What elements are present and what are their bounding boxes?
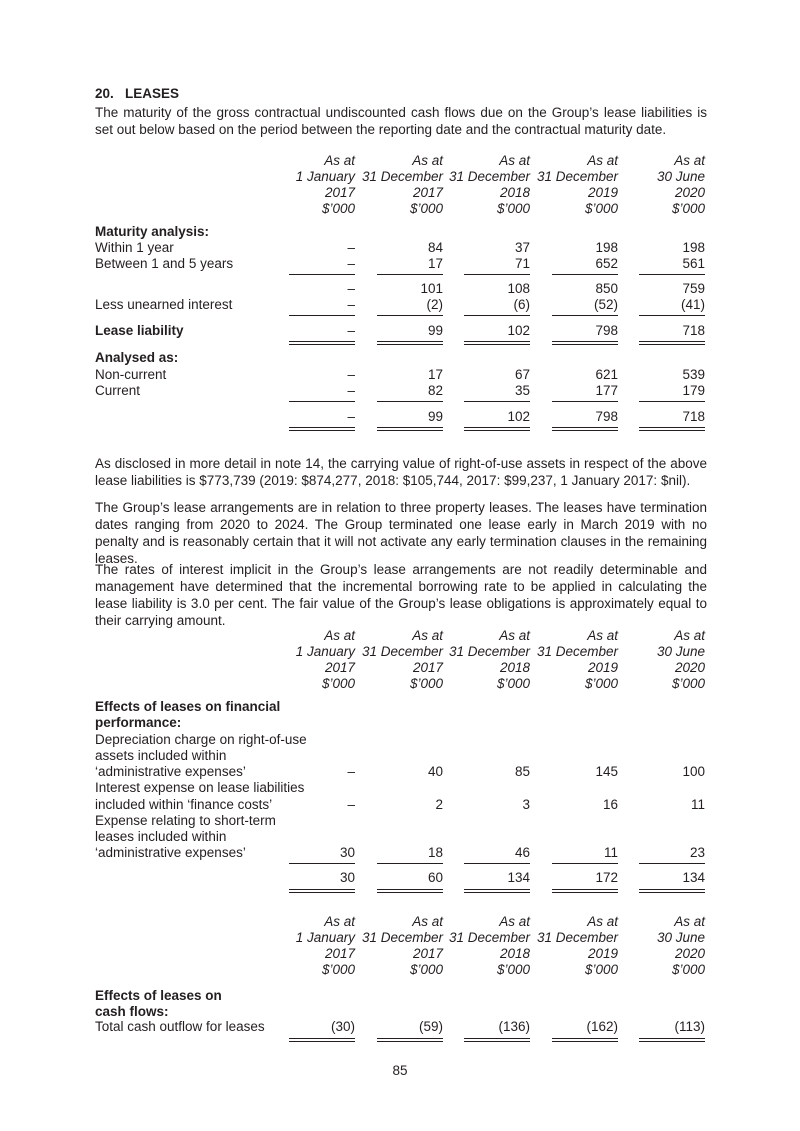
header2-col4-line2: 31 December bbox=[536, 644, 618, 659]
subtotal-rule-3-col3 bbox=[464, 401, 530, 402]
subtotal-rule-1-col3 bbox=[464, 274, 530, 275]
section-number: 20. bbox=[95, 86, 114, 101]
lease-liability-value-col4: 798 bbox=[595, 323, 618, 338]
subtotal-rule-2-col4 bbox=[552, 315, 618, 316]
total-double-rule-4-col1 bbox=[289, 1038, 355, 1042]
header2-col2-line3: 2017 bbox=[412, 660, 443, 675]
header2-col1-line2: 1 January bbox=[295, 644, 355, 659]
header2-col1-line3: 2017 bbox=[324, 660, 355, 675]
depreciation-value-col1: – bbox=[347, 764, 355, 779]
total-double-rule-3-col4 bbox=[552, 889, 618, 893]
header3-col2-line3: 2017 bbox=[412, 946, 443, 961]
effects-total-value-col4: 172 bbox=[595, 870, 618, 885]
depreciation-label-2: assets included within bbox=[95, 748, 227, 763]
depreciation-value-col3: 85 bbox=[514, 764, 530, 779]
gross-subtotal-value-col3: 108 bbox=[507, 281, 530, 296]
header1-col5-line3: 2020 bbox=[674, 185, 705, 200]
interest-expense-value-col2: 2 bbox=[435, 797, 443, 812]
header2-col2-line4: $’000 bbox=[409, 676, 443, 691]
header3-col5-line3: 2020 bbox=[674, 946, 705, 961]
intro-paragraph: The maturity of the gross contractual undiscounted cash flows due on the Group’s lease liabilities is set out below based on the period between the reporting date and the contractual maturity date. bbox=[95, 105, 707, 137]
interest-expense-label-2: included within ‘finance costs’ bbox=[95, 797, 273, 812]
depreciation-value-col5: 100 bbox=[682, 764, 705, 779]
between-1-5-years-value-col3: 71 bbox=[514, 256, 530, 271]
interest-expense-label-1: Interest expense on lease liabilities bbox=[95, 780, 305, 795]
total-cash-outflow-label: Total cash outflow for leases bbox=[95, 1019, 265, 1034]
header2-col4-line1: As at bbox=[587, 628, 618, 643]
within-1-year-value-col2: 84 bbox=[427, 240, 443, 255]
cash-outflow-value-col2: (59) bbox=[418, 1019, 443, 1034]
short-term-expense-label-1: Expense relating to short-term bbox=[95, 813, 276, 828]
header1-col2-line2: 31 December bbox=[361, 169, 443, 184]
header3-col4-line4: $’000 bbox=[584, 962, 618, 977]
header1-col2-line4: $’000 bbox=[409, 201, 443, 216]
analysed-total-value-col2: 99 bbox=[427, 409, 443, 424]
subtotal-rule-4-col1 bbox=[289, 863, 355, 864]
interest-expense-value-col3: 3 bbox=[522, 797, 530, 812]
page-number: 85 bbox=[392, 1063, 408, 1078]
header3-col5-line4: $’000 bbox=[671, 962, 705, 977]
subtotal-rule-2-col2 bbox=[377, 315, 443, 316]
total-double-rule-2-col5 bbox=[639, 427, 705, 431]
maturity-analysis-heading: Maturity analysis: bbox=[95, 224, 210, 239]
current-value-col1: – bbox=[347, 383, 355, 398]
paragraph-lease-arrangements: The Group’s lease arrangements are in relation to three property leases. The leases have termination dates ranging from 2020 to 2024. The Group terminated one lease early in March 2019 with no penalty and is reasonably certain that it will not activate any early termination clauses in the remaining leases. bbox=[95, 500, 707, 566]
subtotal-rule-1-col2 bbox=[377, 274, 443, 275]
subtotal-rule-3-col1 bbox=[289, 401, 355, 402]
within-1-year-value-col5: 198 bbox=[682, 240, 705, 255]
header2-col2-line2: 31 December bbox=[361, 644, 443, 659]
header1-col2-line3: 2017 bbox=[412, 185, 443, 200]
subtotal-rule-4-col2 bbox=[377, 863, 443, 864]
header1-col2-line1: As at bbox=[412, 153, 443, 168]
subtotal-rule-1-col5 bbox=[639, 274, 705, 275]
analysed-total-value-col3: 102 bbox=[507, 409, 530, 424]
total-double-rule-2-col1 bbox=[289, 427, 355, 431]
gross-subtotal-value-col4: 850 bbox=[595, 281, 618, 296]
lease-liability-value-col5: 718 bbox=[682, 323, 705, 338]
header1-col4-line4: $’000 bbox=[584, 201, 618, 216]
subtotal-rule-1-col1 bbox=[289, 274, 355, 275]
analysed-total-value-col5: 718 bbox=[682, 409, 705, 424]
total-double-rule-3-col2 bbox=[377, 889, 443, 893]
header3-col4-line3: 2019 bbox=[587, 946, 618, 961]
header2-col3-line3: 2018 bbox=[499, 660, 530, 675]
row-label-between-1-5-years: Between 1 and 5 years bbox=[95, 256, 234, 271]
short-term-expense-value-col1: 30 bbox=[339, 845, 355, 860]
header1-col3-line3: 2018 bbox=[499, 185, 530, 200]
total-double-rule-1-col2 bbox=[377, 341, 443, 345]
header2-col1-line4: $’000 bbox=[321, 676, 355, 691]
subtotal-rule-2-col5 bbox=[639, 315, 705, 316]
effects-cashflow-heading-2: cash flows: bbox=[95, 1004, 169, 1019]
gross-subtotal-value-col1: – bbox=[347, 281, 355, 296]
section-heading bbox=[95, 86, 179, 101]
effects-financial-heading-2: performance: bbox=[95, 715, 182, 730]
current-value-col3: 35 bbox=[514, 383, 530, 398]
row-label-non-current: Non-current bbox=[95, 367, 167, 382]
header2-col5-line1: As at bbox=[674, 628, 705, 643]
cash-outflow-value-col3: (136) bbox=[498, 1019, 530, 1034]
paragraph-interest-rates: The rates of interest implicit in the Group’s lease arrangements are not readily determinable and management have determined that the incremental borrowing rate to be applied in calculating the lease liability is 3.0 per cent. The fair value of the Group’s lease obligations is approximately equal to their carrying amount. bbox=[95, 562, 707, 628]
non-current-value-col3: 67 bbox=[514, 367, 530, 382]
between-1-5-years-value-col4: 652 bbox=[595, 256, 618, 271]
non-current-value-col5: 539 bbox=[682, 367, 705, 382]
subtotal-rule-2-col1 bbox=[289, 315, 355, 316]
non-current-value-col1: – bbox=[347, 367, 355, 382]
subtotal-rule-4-col3 bbox=[464, 863, 530, 864]
total-double-rule-4-col5 bbox=[639, 1038, 705, 1042]
header3-col2-line2: 31 December bbox=[361, 930, 443, 945]
subtotal-rule-4-col5 bbox=[639, 863, 705, 864]
header1-col4-line3: 2019 bbox=[587, 185, 618, 200]
header1-col1-line1: As at bbox=[324, 153, 355, 168]
analysed-as-heading: Analysed as: bbox=[95, 350, 179, 365]
header3-col1-line4: $’000 bbox=[321, 962, 355, 977]
header1-col5-line2: 30 June bbox=[656, 169, 705, 184]
header2-col2-line1: As at bbox=[412, 628, 443, 643]
between-1-5-years-value-col2: 17 bbox=[427, 256, 443, 271]
header3-col5-line1: As at bbox=[674, 914, 705, 929]
short-term-expense-value-col4: 11 bbox=[603, 845, 618, 860]
header1-col4-line1: As at bbox=[587, 153, 618, 168]
subtotal-rule-3-col4 bbox=[552, 401, 618, 402]
effects-total-value-col5: 134 bbox=[682, 870, 705, 885]
header3-col2-line1: As at bbox=[412, 914, 443, 929]
total-double-rule-4-col3 bbox=[464, 1038, 530, 1042]
total-double-rule-1-col4 bbox=[552, 341, 618, 345]
header2-col5-line2: 30 June bbox=[656, 644, 705, 659]
subtotal-rule-1-col4 bbox=[552, 274, 618, 275]
short-term-expense-label-2: leases included within bbox=[95, 829, 227, 844]
short-term-expense-value-col2: 18 bbox=[427, 845, 443, 860]
header3-col3-line2: 31 December bbox=[448, 930, 530, 945]
header2-col3-line1: As at bbox=[499, 628, 530, 643]
header3-col4-line1: As at bbox=[587, 914, 618, 929]
subtotal-rule-4-col4 bbox=[552, 863, 618, 864]
total-double-rule-4-col2 bbox=[377, 1038, 443, 1042]
effects-financial-heading-1: Effects of leases on financial bbox=[95, 699, 281, 714]
total-double-rule-1-col3 bbox=[464, 341, 530, 345]
interest-expense-value-col5: 11 bbox=[690, 797, 705, 812]
depreciation-label-1: Depreciation charge on right-of-use bbox=[95, 732, 307, 747]
header2-col3-line4: $’000 bbox=[496, 676, 530, 691]
current-value-col5: 179 bbox=[682, 383, 705, 398]
row-label-within-1-year: Within 1 year bbox=[95, 240, 174, 255]
subtotal-rule-3-col5 bbox=[639, 401, 705, 402]
total-double-rule-4-col4 bbox=[552, 1038, 618, 1042]
header3-col1-line1: As at bbox=[324, 914, 355, 929]
header1-col3-line2: 31 December bbox=[448, 169, 530, 184]
effects-total-value-col1: 30 bbox=[339, 870, 355, 885]
lease-liability-value-col3: 102 bbox=[507, 323, 530, 338]
interest-expense-value-col1: – bbox=[347, 797, 355, 812]
header2-col5-line3: 2020 bbox=[674, 660, 705, 675]
within-1-year-value-col1: – bbox=[347, 240, 355, 255]
row-label-lease-liability: Lease liability bbox=[95, 323, 184, 338]
header3-col3-line4: $’000 bbox=[496, 962, 530, 977]
unearned-interest-value-col1: – bbox=[347, 297, 355, 312]
non-current-value-col4: 621 bbox=[595, 367, 618, 382]
short-term-expense-label-3: ‘administrative expenses’ bbox=[95, 845, 246, 860]
within-1-year-value-col4: 198 bbox=[595, 240, 618, 255]
unearned-interest-value-col3: (6) bbox=[513, 297, 530, 312]
analysed-total-value-col1: – bbox=[347, 409, 355, 424]
header2-col1-line1: As at bbox=[324, 628, 355, 643]
current-value-col2: 82 bbox=[427, 383, 443, 398]
interest-expense-value-col4: 16 bbox=[602, 797, 618, 812]
effects-cashflow-heading-1: Effects of leases on bbox=[95, 988, 222, 1003]
header1-col5-line1: As at bbox=[674, 153, 705, 168]
subtotal-rule-3-col2 bbox=[377, 401, 443, 402]
header3-col3-line1: As at bbox=[499, 914, 530, 929]
cash-outflow-value-col1: (30) bbox=[330, 1019, 355, 1034]
total-double-rule-3-col3 bbox=[464, 889, 530, 893]
total-double-rule-2-col3 bbox=[464, 427, 530, 431]
between-1-5-years-value-col1: – bbox=[347, 256, 355, 271]
total-double-rule-3-col1 bbox=[289, 889, 355, 893]
depreciation-value-col4: 145 bbox=[595, 764, 618, 779]
header1-col1-line4: $’000 bbox=[321, 201, 355, 216]
depreciation-value-col2: 40 bbox=[427, 764, 443, 779]
header2-col4-line4: $’000 bbox=[584, 676, 618, 691]
analysed-total-value-col4: 798 bbox=[595, 409, 618, 424]
total-double-rule-2-col2 bbox=[377, 427, 443, 431]
cash-outflow-value-col4: (162) bbox=[586, 1019, 618, 1034]
header1-col4-line2: 31 December bbox=[536, 169, 618, 184]
header1-col1-line3: 2017 bbox=[324, 185, 355, 200]
header1-col1-line2: 1 January bbox=[295, 169, 355, 184]
header3-col3-line3: 2018 bbox=[499, 946, 530, 961]
header2-col5-line4: $’000 bbox=[671, 676, 705, 691]
header1-col3-line1: As at bbox=[499, 153, 530, 168]
total-double-rule-3-col5 bbox=[639, 889, 705, 893]
header1-col3-line4: $’000 bbox=[496, 201, 530, 216]
non-current-value-col2: 17 bbox=[427, 367, 443, 382]
row-label-less-unearned-interest: Less unearned interest bbox=[95, 297, 233, 312]
current-value-col4: 177 bbox=[595, 383, 618, 398]
subtotal-rule-2-col3 bbox=[464, 315, 530, 316]
cash-outflow-value-col5: (113) bbox=[674, 1019, 705, 1034]
lease-liability-value-col1: – bbox=[347, 323, 355, 338]
header3-col1-line2: 1 January bbox=[295, 930, 355, 945]
header3-col1-line3: 2017 bbox=[324, 946, 355, 961]
total-double-rule-2-col4 bbox=[552, 427, 618, 431]
total-double-rule-1-col5 bbox=[639, 341, 705, 345]
effects-total-value-col2: 60 bbox=[427, 870, 443, 885]
depreciation-label-3: ‘administrative expenses’ bbox=[95, 764, 246, 779]
header2-col4-line3: 2019 bbox=[587, 660, 618, 675]
short-term-expense-value-col3: 46 bbox=[514, 845, 530, 860]
row-label-current: Current bbox=[95, 383, 141, 398]
header2-col3-line2: 31 December bbox=[448, 644, 530, 659]
header3-col5-line2: 30 June bbox=[656, 930, 705, 945]
lease-liability-value-col2: 99 bbox=[427, 323, 443, 338]
header3-col4-line2: 31 December bbox=[536, 930, 618, 945]
within-1-year-value-col3: 37 bbox=[514, 240, 530, 255]
effects-total-value-col3: 134 bbox=[507, 870, 530, 885]
unearned-interest-value-col4: (52) bbox=[593, 297, 618, 312]
header1-col5-line4: $’000 bbox=[671, 201, 705, 216]
total-double-rule-1-col1 bbox=[289, 341, 355, 345]
unearned-interest-value-col5: (41) bbox=[680, 297, 705, 312]
paragraph-right-of-use: As disclosed in more detail in note 14, the carrying value of right-of-use assets in respect of the above lease liabilities is $773,739 (2019: $874,277, 2018: $105,744, 2017: $99,237, 1 January 2017: $nil). bbox=[95, 456, 707, 488]
gross-subtotal-value-col2: 101 bbox=[420, 281, 443, 296]
unearned-interest-value-col2: (2) bbox=[426, 297, 443, 312]
gross-subtotal-value-col5: 759 bbox=[682, 281, 705, 296]
short-term-expense-value-col5: 23 bbox=[689, 845, 705, 860]
header3-col2-line4: $’000 bbox=[409, 962, 443, 977]
section-title: LEASES bbox=[125, 86, 180, 101]
between-1-5-years-value-col5: 561 bbox=[682, 256, 705, 271]
